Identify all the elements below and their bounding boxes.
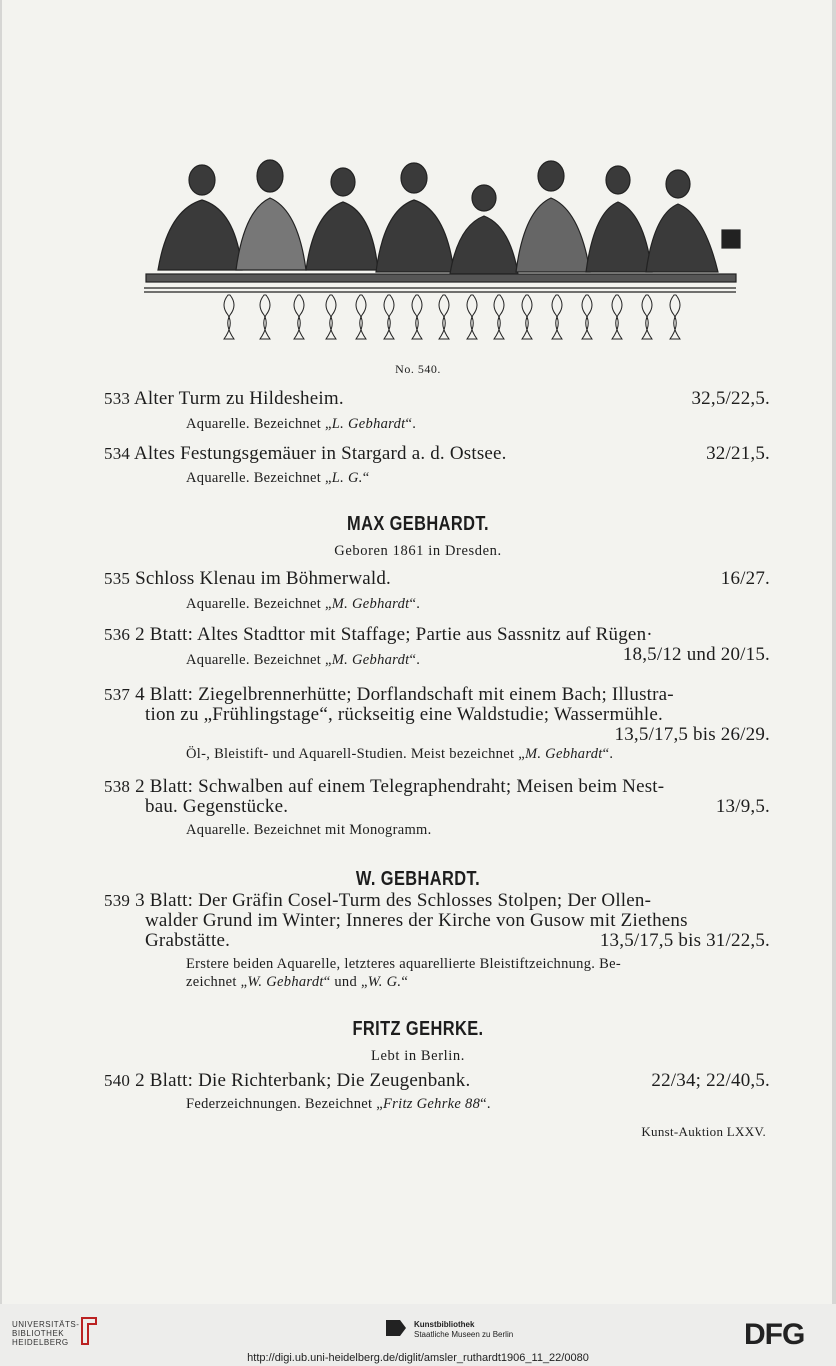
entry-536-note: Aquarelle. Bezeichnet „M. Gebhardt“. (186, 652, 421, 668)
entry-538-note: Aquarelle. Bezeichnet mit Monogramm. (186, 822, 432, 838)
entry-539-line1: 539 3 Blatt: Der Gräfin Cosel-Turm des Schlosses Stolpen; Der Ollen- (104, 890, 652, 911)
entry-535-note: Aquarelle. Bezeichnet „M. Gebhardt“. (186, 596, 421, 612)
entry-533-note: Aquarelle. Bezeichnet „L. Gebhardt“. (186, 416, 417, 432)
entry-540-size: 22/34; 22/40,5. (651, 1070, 770, 1091)
entry-538-line2: bau. Gegenstücke. (145, 796, 289, 817)
entry-540: 540 2 Blatt: Die Richterbank; Die Zeugenbank. (104, 1070, 471, 1091)
entry-540-note: Federzeichnungen. Bezeichnet „Fritz Gehrke 88“. (186, 1096, 491, 1112)
entry-534-note: Aquarelle. Bezeichnet „L. G.“ (186, 470, 370, 486)
judges-bench-illustration (138, 140, 744, 362)
entry-536-size: 18,5/12 und 20/15. (622, 644, 770, 665)
entry-537-size: 13,5/17,5 bis 26/29. (614, 724, 770, 745)
entry-539-line3: Grabstätte. (145, 930, 231, 951)
artist-heading-fritz-gehrke: FRITZ GEHRKE. (352, 1018, 484, 1040)
uni-heidelberg-logo-text[interactable]: UNIVERSITÄTS- BIBLIOTHEK HEIDELBERG (12, 1320, 80, 1347)
kunstbibliothek-logo-icon (384, 1316, 408, 1340)
permalink-url[interactable]: http://digi.ub.uni-heidelberg.de/diglit/amsler_ruthardt1906_11_22/0080 (247, 1352, 589, 1364)
kunstbibliothek-logo-text[interactable]: Kunstbibliothek Staatliche Museen zu Berlin (414, 1320, 514, 1339)
entry-534-size: 32/21,5. (706, 443, 770, 464)
entry-538-line1: 538 2 Blatt: Schwalben auf einem Telegraphendraht; Meisen beim Nest- (104, 776, 665, 797)
illustration-caption: No. 540. (395, 362, 441, 376)
entry-539-line2: walder Grund im Winter; Inneres der Kirche von Gusow mit Ziethens (145, 910, 688, 931)
entry-536: 536 2 Btatt: Altes Stadttor mit Staffage; Partie aus Sassnitz auf Rügen· (104, 624, 653, 645)
artist-heading-w-gebhardt: W. GEBHARDT. (355, 868, 481, 890)
artist-heading-max-gebhardt: MAX GEBHARDT. (346, 513, 489, 535)
page-signature: Kunst-Auktion LXXV. (641, 1124, 766, 1139)
entry-537-line2: tion zu „Frühlingstage“, rückseitig eine Waldstudie; Wassermühle. (145, 704, 663, 725)
entry-533-size: 32,5/22,5. (691, 388, 770, 409)
entry-533: 533 Alter Turm zu Hildesheim. (104, 388, 344, 409)
entry-537-note: Öl-, Bleistift- und Aquarell-Studien. Meist bezeichnet „M. Gebhardt“. (186, 746, 614, 762)
entry-534: 534 Altes Festungsgemäuer in Stargard a. d. Ostsee. (104, 443, 507, 464)
entry-535-size: 16/27. (720, 568, 770, 589)
dfg-logo[interactable]: DFG (744, 1318, 805, 1351)
entry-535: 535 Schloss Klenau im Böhmerwald. (104, 568, 391, 589)
uni-heidelberg-seal-icon (78, 1314, 100, 1348)
artist-bio-fritz-gehrke: Lebt in Berlin. (371, 1048, 465, 1064)
entry-538-size: 13/9,5. (715, 796, 770, 817)
artist-bio-max-gebhardt: Geboren 1861 in Dresden. (334, 543, 502, 559)
entry-537-line1: 537 4 Blatt: Ziegelbrennerhütte; Dorflandschaft mit einem Bach; Illustra- (104, 684, 674, 705)
entry-539-note-line2: zeichnet „W. Gebhardt“ und „W. G.“ (186, 974, 409, 990)
entry-539-size: 13,5/17,5 bis 31/22,5. (599, 930, 770, 951)
entry-539-note-line1: Erstere beiden Aquarelle, letzteres aquarellierte Bleistiftzeichnung. Be- (186, 956, 621, 972)
